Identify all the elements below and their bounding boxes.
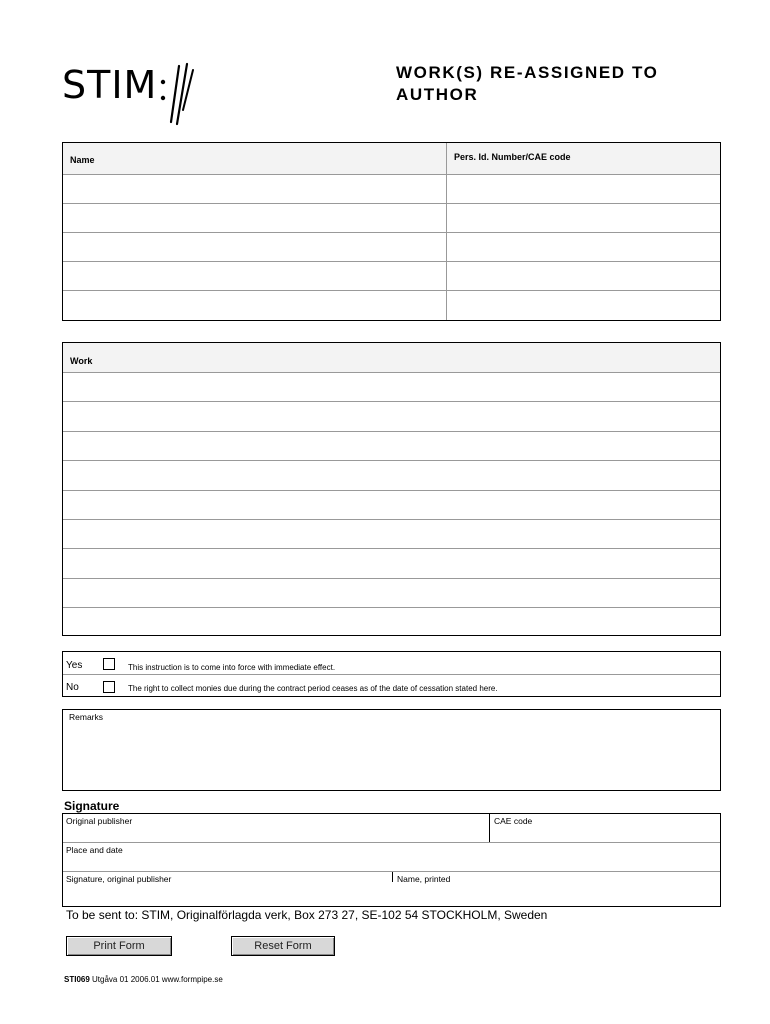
work-field-6[interactable] <box>63 520 720 548</box>
signature-label: Signature, original publisher <box>66 874 172 884</box>
signature-heading: Signature <box>64 799 120 813</box>
work-field-8[interactable] <box>63 579 720 607</box>
row-divider <box>63 674 720 675</box>
footer-text: Utgåva 01 2006.01 www.formpipe.se <box>92 975 223 984</box>
id-field-2[interactable] <box>447 204 721 232</box>
reset-form-button[interactable]: Reset Form <box>231 936 335 956</box>
signature-field[interactable] <box>63 872 392 906</box>
no-label: No <box>66 682 79 693</box>
work-field-3[interactable] <box>63 432 720 460</box>
id-field-5[interactable] <box>447 291 721 320</box>
yes-description: This instruction is to come into force with immediate effect. <box>128 663 336 672</box>
name-field-5[interactable] <box>63 291 446 320</box>
print-form-button[interactable]: Print Form <box>66 936 172 956</box>
work-field-2[interactable] <box>63 402 720 431</box>
title-line-1: WORK(S) RE-ASSIGNED TO <box>396 63 659 82</box>
remarks-label: Remarks <box>69 712 104 722</box>
yes-checkbox[interactable] <box>103 658 115 670</box>
yes-label: Yes <box>66 660 83 671</box>
work-field-7[interactable] <box>63 549 720 578</box>
title-line-2: AUTHOR <box>396 85 479 104</box>
name-column-header: Name <box>70 155 95 165</box>
signature-box <box>62 813 721 907</box>
cae-code-label: CAE code <box>494 816 533 826</box>
id-field-1[interactable] <box>447 175 721 203</box>
page-title <box>396 62 716 106</box>
no-checkbox[interactable] <box>103 681 115 693</box>
stim-logo <box>62 62 212 130</box>
send-to-address: To be sent to: STIM, Originalförlagda verk, Box 273 27, SE-102 54 STOCKHOLM, Sweden <box>66 908 548 922</box>
work-field-5[interactable] <box>63 491 720 519</box>
original-publisher-field[interactable] <box>63 814 489 842</box>
id-field-4[interactable] <box>447 262 721 290</box>
name-field-1[interactable] <box>63 175 446 203</box>
authors-table-header <box>63 143 720 175</box>
name-printed-field[interactable] <box>393 872 720 906</box>
logo-text: STIM <box>62 63 158 107</box>
work-field-4[interactable] <box>63 461 720 490</box>
form-code: STI069 <box>64 975 90 984</box>
cae-code-field[interactable] <box>490 814 720 842</box>
no-description: The right to collect monies due during the contract period ceases as of the date of cessation stated here. <box>128 684 498 693</box>
works-table-header <box>63 343 720 373</box>
work-column-header: Work <box>70 356 93 366</box>
name-field-4[interactable] <box>63 262 446 290</box>
name-printed-label: Name, printed <box>397 874 451 884</box>
work-field-9[interactable] <box>63 608 720 635</box>
place-date-field[interactable] <box>63 843 720 871</box>
id-field-3[interactable] <box>447 233 721 261</box>
footer <box>64 975 223 984</box>
remarks-field[interactable] <box>62 709 721 791</box>
original-publisher-label: Original publisher <box>66 816 133 826</box>
name-field-3[interactable] <box>63 233 446 261</box>
id-column-header: Pers. Id. Number/CAE code <box>454 152 571 162</box>
name-field-2[interactable] <box>63 204 446 232</box>
logo-mark-icon <box>157 62 207 128</box>
authors-table <box>62 142 721 321</box>
yes-no-box <box>62 651 721 697</box>
works-table <box>62 342 721 636</box>
work-field-1[interactable] <box>63 373 720 401</box>
place-date-label: Place and date <box>66 845 123 855</box>
